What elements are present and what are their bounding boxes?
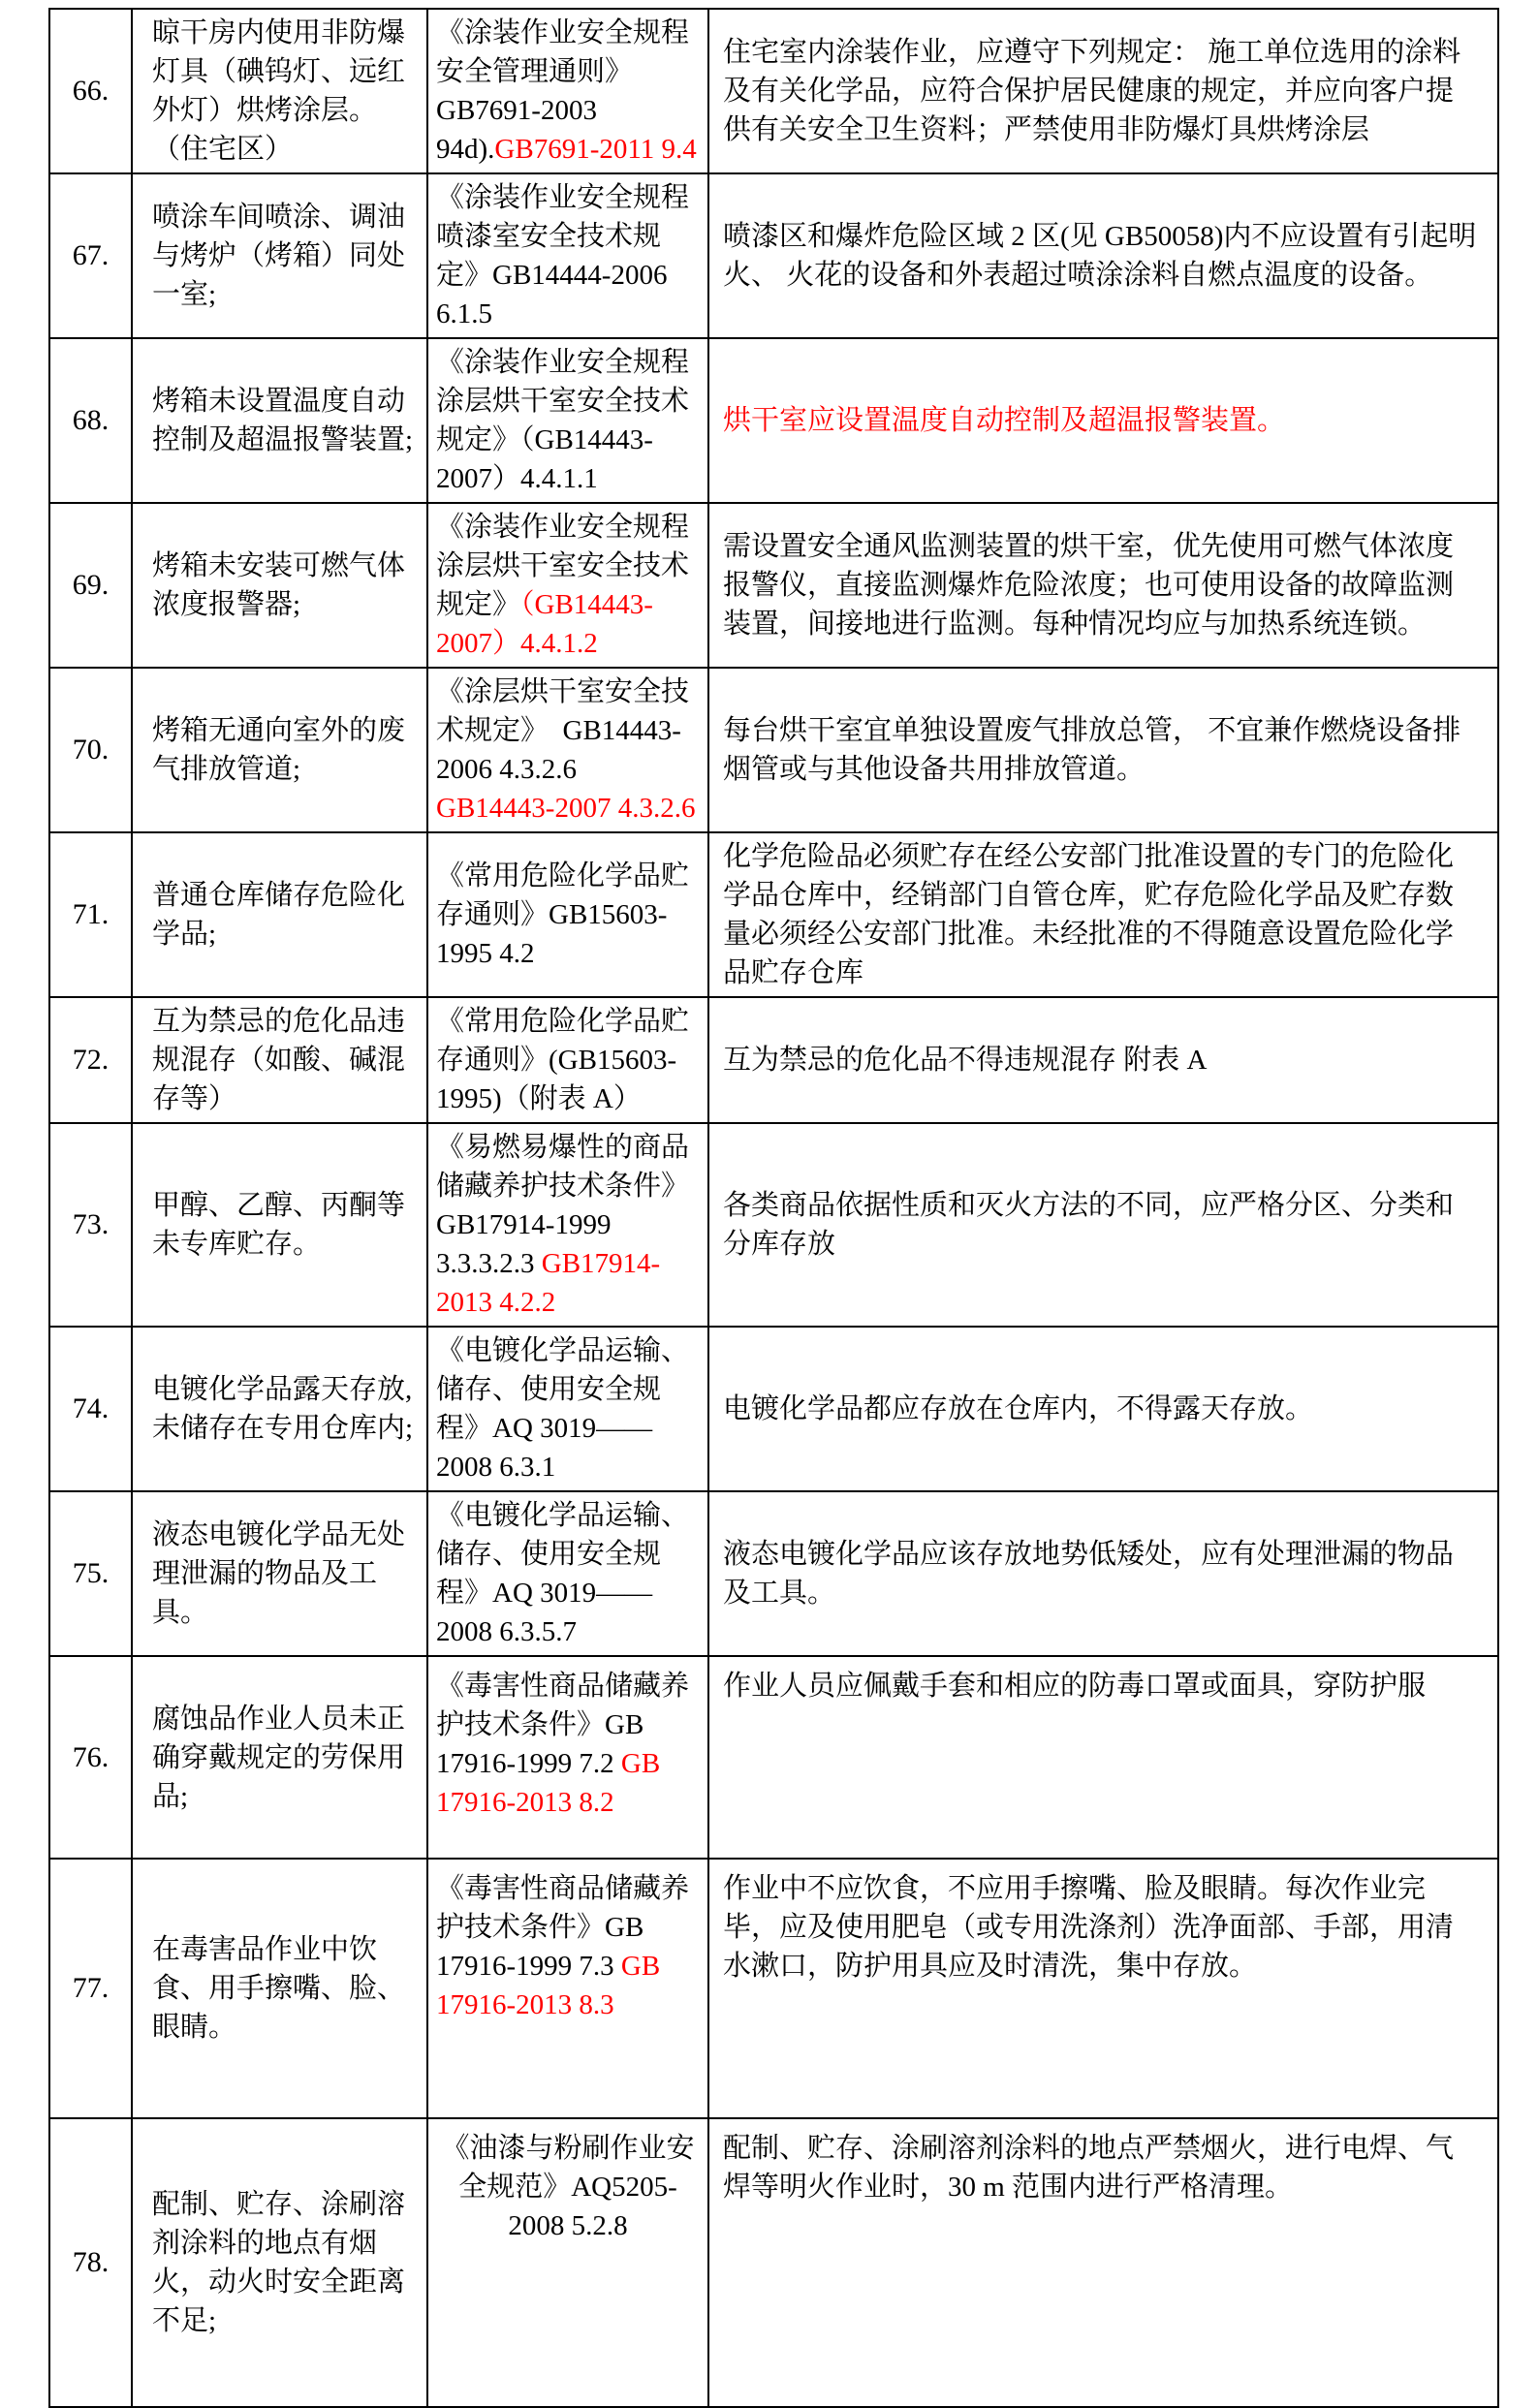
requirement-text: 需设置安全通风监测装置的烘干室，优先使用可燃气体浓度报警仪，直接监测爆炸危险浓度；也可使用设备的故障监测装置，间接地进行监测。每种情况均应与加热系统连锁。 — [723, 531, 1455, 640]
regulation-text: 《涂装作业安全规程 安全管理通则》GB7691-2003 94d). — [436, 17, 690, 165]
issue-cell: 液态电镀化学品无处理泄漏的物品及工具。 — [132, 1491, 427, 1656]
issue-cell: 电镀化学品露天存放, 未储存在专用仓库内; — [132, 1327, 427, 1491]
table-row — [49, 832, 1498, 997]
requirement-text: 液态电镀化学品应该存放地势低矮处，应有处理泄漏的物品及工具。 — [723, 1539, 1455, 1609]
table-row — [49, 1859, 1498, 2118]
row-number: 68. — [49, 338, 132, 503]
regulation-text: 《常用危险化学品贮存通则》(GB15603-1995)（附表 A） — [436, 1006, 690, 1114]
row-number: 69. — [49, 503, 132, 668]
regulation-text-red: GB17914-2013 4.2.2 — [436, 1248, 661, 1318]
requirement-text: 各类商品依据性质和灭火方法的不同，应严格分区、分类和分库存放 — [723, 1190, 1455, 1260]
requirement-text: 住宅室内涂装作业，应遵守下列规定： 施工单位选用的涂料及有关化学品，应符合保护居民健康的规定，并应向客户提供有关安全卫生资料；严禁使用非防爆灯具烘烤涂层 — [723, 37, 1461, 145]
regulation-cell — [427, 1123, 708, 1327]
row-number: 78. — [49, 2118, 132, 2407]
table-row — [49, 1491, 1498, 1656]
issue-cell: 烤箱未安装可燃气体浓度报警器; — [132, 503, 427, 668]
regulation-text: 《常用危险化学品贮存通则》GB15603-1995 4.2 — [436, 860, 690, 969]
regulation-text: 《涂装作业安全规程涂层烘干室安全技术规定》 — [436, 512, 690, 620]
table-row — [49, 997, 1498, 1123]
requirement-text: 每台烘干室宜单独设置废气排放总管， 不宜兼作燃烧设备排烟管或与其他设备共用排放管道。 — [723, 715, 1461, 785]
regulation-text: 《油漆与粉刷作业安全规范》AQ5205-2008 5.2.8 — [441, 2133, 695, 2241]
row-number: 77. — [49, 1859, 132, 2118]
regulation-cell — [427, 1656, 708, 1859]
table-row — [49, 338, 1498, 503]
table-row — [49, 173, 1498, 338]
table-row — [49, 1327, 1498, 1491]
regulation-cell — [427, 338, 708, 503]
issue-cell: 晾干房内使用非防爆灯具（碘钨灯、远红外灯）烘烤涂层。（住宅区） — [132, 9, 427, 173]
requirement-cell — [708, 1491, 1498, 1656]
requirement-text: 互为禁忌的危化品不得违规混存 附表 A — [723, 1045, 1208, 1076]
table-row — [49, 2118, 1498, 2407]
issue-cell: 配制、贮存、涂刷溶剂涂料的地点有烟火，动火时安全距离不足; — [132, 2118, 427, 2407]
requirement-text: 化学危险品必须贮存在经公安部门批准设置的专门的危险化学品仓库中，经销部门自管仓库，贮存危险化学品及贮存数量必须经公安部门批准。未经批准的不得随意设置危险化学品贮存仓库 — [723, 841, 1455, 988]
requirement-text-red: 烘干室应设置温度自动控制及超温报警装置。 — [723, 405, 1286, 436]
regulation-cell — [427, 1327, 708, 1491]
regulation-cell — [427, 503, 708, 668]
table-row — [49, 9, 1498, 173]
issue-cell: 烤箱未设置温度自动控制及超温报警装置; — [132, 338, 427, 503]
regulation-cell — [427, 997, 708, 1123]
row-number: 72. — [49, 997, 132, 1123]
safety-violations-table — [48, 8, 1499, 2408]
regulation-cell — [427, 668, 708, 832]
requirement-cell — [708, 2118, 1498, 2407]
regulation-text: 《涂层烘干室安全技术规定》 GB14443-2006 4.3.2.6 — [436, 676, 690, 785]
regulation-cell — [427, 1859, 708, 2118]
requirement-text: 配制、贮存、涂刷溶剂涂料的地点严禁烟火，进行电焊、气焊等明火作业时，30 m 范围内进行严格清理。 — [723, 2133, 1455, 2203]
regulation-cell — [427, 173, 708, 338]
requirement-text: 喷漆区和爆炸危险区域 2 区(见 GB50058)内不应设置有引起明火、 火花的设备和外表超过喷涂涂料自燃点温度的设备。 — [723, 221, 1477, 291]
requirement-cell — [708, 1123, 1498, 1327]
table-row — [49, 668, 1498, 832]
requirement-text: 作业人员应佩戴手套和相应的防毒口罩或面具，穿防护服 — [723, 1671, 1427, 1702]
requirement-cell — [708, 668, 1498, 832]
regulation-cell — [427, 832, 708, 997]
row-number: 70. — [49, 668, 132, 832]
issue-cell: 喷涂车间喷涂、调油与烤炉（烤箱）同处一室; — [132, 173, 427, 338]
issue-cell: 互为禁忌的危化品违规混存（如酸、碱混存等） — [132, 997, 427, 1123]
regulation-text-red: GB 17916-2013 8.3 — [436, 1951, 661, 2020]
regulation-text-red: （GB14443-2007）4.4.1.2 — [436, 589, 653, 659]
issue-cell: 腐蚀品作业人员未正确穿戴规定的劳保用品; — [132, 1656, 427, 1859]
regulation-text: 《易燃易爆性的商品储藏养护技术条件》GB17914-1999 3.3.3.2.3 — [436, 1132, 690, 1279]
requirement-text: 作业中不应饮食，不应用手擦嘴、脸及眼睛。每次作业完毕，应及使用肥皂（或专用洗涤剂）洗净面部、手部，用清水漱口，防护用具应及时清洗，集中存放。 — [723, 1873, 1455, 1982]
issue-cell: 烤箱无通向室外的废气排放管道; — [132, 668, 427, 832]
row-number: 67. — [49, 173, 132, 338]
regulation-text: 《涂装作业安全规程 喷漆室安全技术规定》GB14444-2006 6.1.5 — [436, 182, 690, 329]
row-number: 75. — [49, 1491, 132, 1656]
row-number: 74. — [49, 1327, 132, 1491]
regulation-text: 《毒害性商品储藏养护技术条件》GB 17916-1999 7.3 — [436, 1873, 690, 1982]
issue-cell: 普通仓库储存危险化学品; — [132, 832, 427, 997]
requirement-cell — [708, 1327, 1498, 1491]
row-number: 66. — [49, 9, 132, 173]
table-row — [49, 503, 1498, 668]
regulation-cell — [427, 9, 708, 173]
requirement-cell — [708, 503, 1498, 668]
requirement-cell — [708, 9, 1498, 173]
issue-cell: 甲醇、乙醇、丙酮等未专库贮存。 — [132, 1123, 427, 1327]
regulation-cell — [427, 1491, 708, 1656]
regulation-text-red: GB 17916-2013 8.2 — [436, 1748, 661, 1818]
requirement-cell — [708, 338, 1498, 503]
regulation-text-red: GB14443-2007 4.3.2.6 — [436, 793, 696, 824]
requirement-text: 电镀化学品都应存放在仓库内，不得露天存放。 — [723, 1393, 1314, 1424]
table-row — [49, 1656, 1498, 1859]
regulation-text-red: GB7691-2011 9.4 — [494, 134, 697, 165]
issue-cell: 在毒害品作业中饮食、用手擦嘴、脸、眼睛。 — [132, 1859, 427, 2118]
regulation-cell — [427, 2118, 708, 2407]
row-number: 71. — [49, 832, 132, 997]
regulation-text: 《涂装作业安全规程涂层烘干室安全技术规定》（GB14443-2007）4.4.1.1 — [436, 347, 690, 494]
regulation-text: 《电镀化学品运输、储存、使用安全规程》AQ 3019——2008 6.3.5.7 — [436, 1500, 690, 1647]
row-number: 76. — [49, 1656, 132, 1859]
requirement-cell — [708, 1859, 1498, 2118]
requirement-cell — [708, 1656, 1498, 1859]
regulation-text: 《毒害性商品储藏养护技术条件》GB 17916-1999 7.2 — [436, 1671, 690, 1779]
row-number: 73. — [49, 1123, 132, 1327]
table-row — [49, 1123, 1498, 1327]
requirement-cell — [708, 997, 1498, 1123]
requirement-cell — [708, 832, 1498, 997]
regulation-text: 《电镀化学品运输、储存、使用安全规程》AQ 3019——2008 6.3.1 — [436, 1335, 690, 1483]
requirement-cell — [708, 173, 1498, 338]
